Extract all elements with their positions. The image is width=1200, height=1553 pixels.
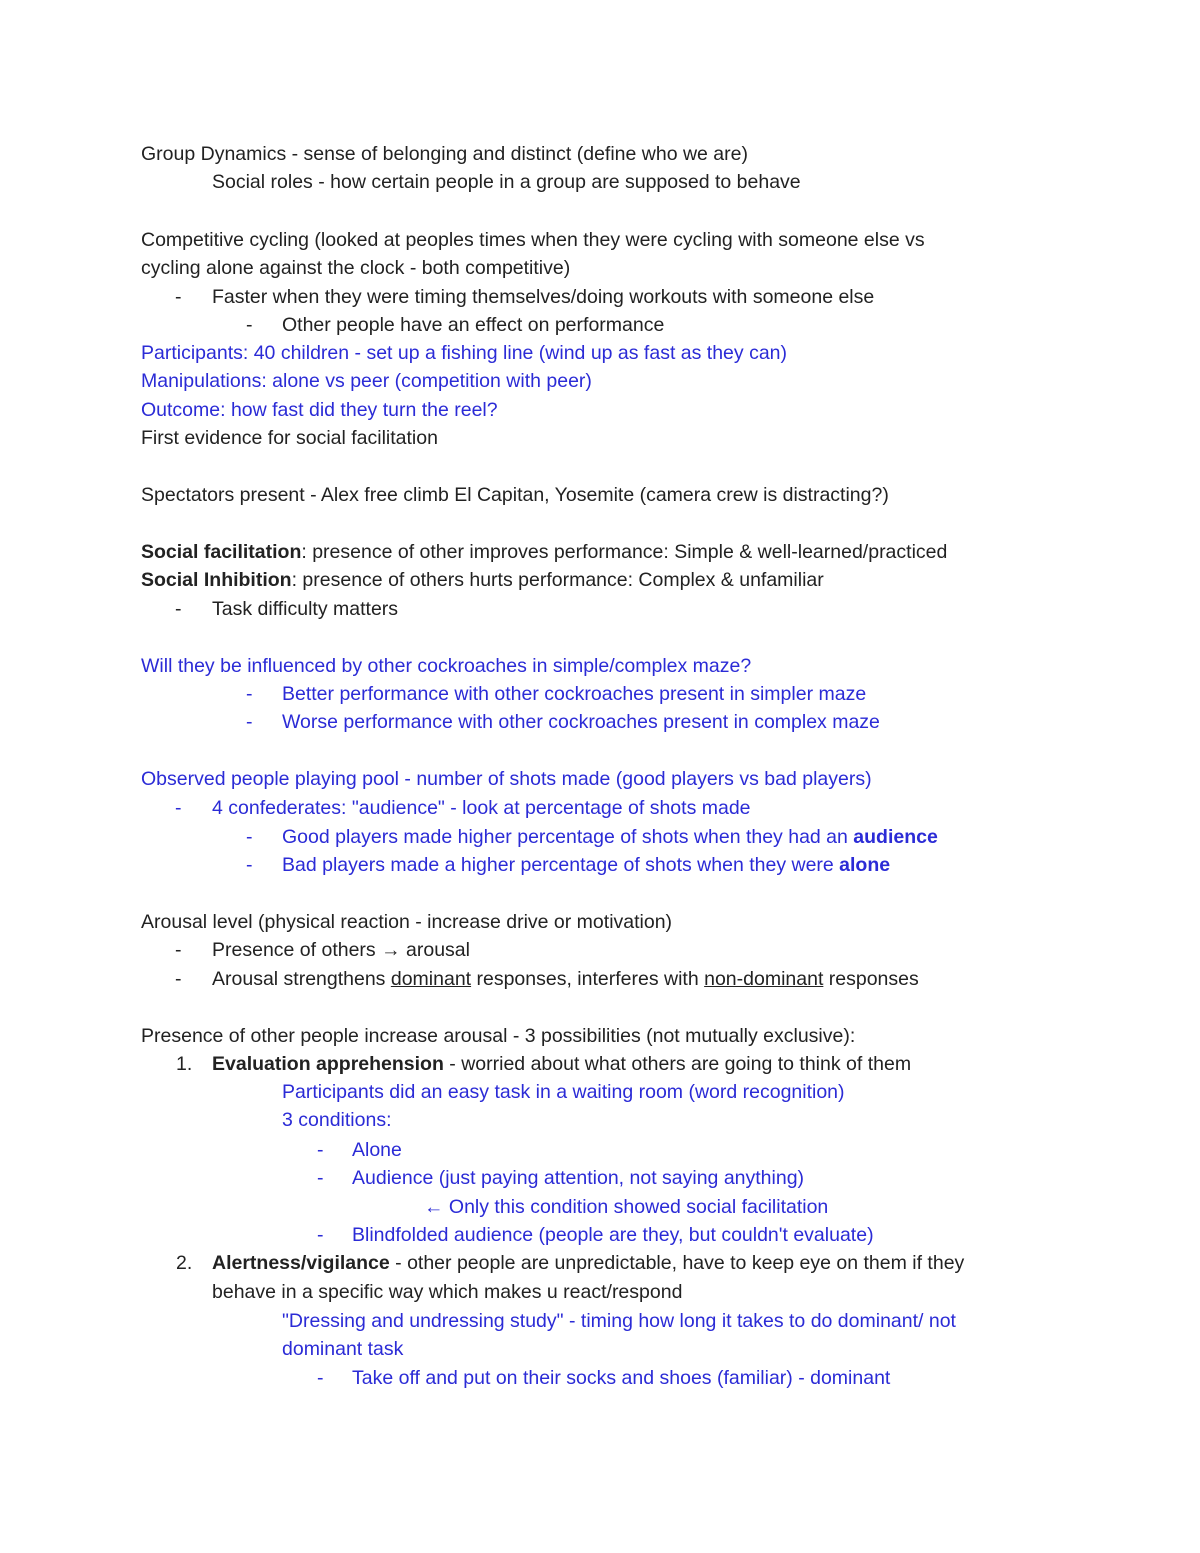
- social-facilitation-note: ← Only this condition showed social facilitation: [424, 1196, 829, 1218]
- cockroach-worse-bullet: Worse performance with other cockroaches present in complex maze: [282, 711, 880, 733]
- dressing-study-line: "Dressing and undressing study" - timing how long it takes to do dominant/ not: [282, 1310, 956, 1332]
- bullet-dash: -: [175, 939, 182, 961]
- presence-arousal-bullet: Presence of others → arousal: [212, 939, 470, 961]
- arousal-line: Arousal level (physical reaction - increase drive or motivation): [141, 911, 673, 933]
- cycling-subbullet: Other people have an effect on performance: [282, 314, 665, 336]
- bullet-dash: -: [317, 1167, 324, 1189]
- bullet-dash: -: [246, 711, 253, 733]
- heading-group-dynamics: Group Dynamics - sense of belonging and distinct (define who we are): [141, 143, 748, 165]
- underlined-non-dominant: non-dominant: [704, 968, 824, 990]
- cycling-bullet: Faster when they were timing themselves/doing workouts with someone else: [212, 286, 875, 308]
- participants-line: Participants: 40 children - set up a fishing line (wind up as fast as they can): [141, 342, 788, 364]
- task-difficulty-bullet: Task difficulty matters: [212, 598, 399, 620]
- good-players-bullet: [282, 825, 938, 849]
- bullet-dash: -: [317, 1139, 324, 1161]
- text-segment: - other people are unpredictable, have to keep eye on them if they: [389, 1252, 965, 1274]
- term-evaluation-apprehension: Evaluation apprehension: [212, 1053, 444, 1075]
- alertness-vigilance-item: [212, 1251, 964, 1275]
- manipulations-line: Manipulations: alone vs peer (competition with peer): [141, 370, 592, 392]
- bullet-dash: -: [317, 1367, 324, 1389]
- term-social-facilitation: Social facilitation: [141, 541, 302, 563]
- arousal-strengthens-bullet: [212, 967, 919, 991]
- list-number: 1.: [176, 1053, 193, 1075]
- text-segment: Arousal strengthens: [212, 968, 391, 990]
- bullet-dash: -: [246, 854, 253, 876]
- outcome-line: Outcome: how fast did they turn the reel?: [141, 399, 498, 421]
- confederates-bullet: 4 confederates: "audience" - look at percentage of shots made: [212, 797, 751, 819]
- list-number: 2.: [176, 1252, 193, 1274]
- conditions-line: 3 conditions:: [282, 1109, 392, 1131]
- pool-line: Observed people playing pool - number of shots made (good players vs bad players): [141, 768, 872, 790]
- bullet-dash: -: [317, 1224, 324, 1246]
- spectators-line: Spectators present - Alex free climb El Capitan, Yosemite (camera crew is distracting?): [141, 484, 889, 506]
- bad-players-bullet: [282, 853, 890, 877]
- text-segment: responses, interferes with: [471, 968, 705, 990]
- underlined-dominant: dominant: [390, 968, 472, 990]
- cockroach-question: Will they be influenced by other cockroaches in simple/complex maze?: [141, 655, 752, 677]
- cockroach-better-bullet: Better performance with other cockroaches present in simpler maze: [282, 683, 867, 705]
- possibilities-line: Presence of other people increase arousal - 3 possibilities (not mutually exclusive):: [141, 1025, 856, 1047]
- text-segment: responses: [823, 968, 919, 990]
- bullet-dash: -: [246, 683, 253, 705]
- condition-blindfolded: Blindfolded audience (people are they, but couldn't evaluate): [352, 1224, 874, 1246]
- first-evidence-line: First evidence for social facilitation: [141, 427, 438, 449]
- bullet-dash: -: [246, 314, 253, 336]
- bullet-dash: -: [175, 797, 182, 819]
- definition-text: : presence of other improves performance: Simple & well-learned/practiced: [301, 541, 948, 563]
- bullet-dash: -: [175, 598, 182, 620]
- evaluation-apprehension-item: [212, 1052, 911, 1076]
- bullet-dash: -: [246, 826, 253, 848]
- bad-players-text: Bad players made a higher percentage of shots when they were: [282, 854, 840, 876]
- good-players-text: Good players made higher percentage of shots when they had an: [282, 826, 854, 848]
- definition-text: : presence of others hurts performance: Complex & unfamiliar: [291, 569, 824, 591]
- term-alertness-vigilance: Alertness/vigilance: [212, 1252, 390, 1274]
- condition-audience: Audience (just paying attention, not saying anything): [352, 1167, 805, 1189]
- social-facilitation-line: [141, 540, 947, 564]
- emphasis-alone: alone: [839, 854, 891, 876]
- waiting-room-line: Participants did an easy task in a waiting room (word recognition): [282, 1081, 845, 1103]
- dressing-study-cont: dominant task: [282, 1338, 404, 1360]
- social-roles-line: Social roles - how certain people in a group are supposed to behave: [212, 171, 801, 193]
- bullet-dash: -: [175, 286, 182, 308]
- alertness-cont: behave in a specific way which makes u react/respond: [212, 1281, 683, 1303]
- cycling-line-cont: cycling alone against the clock - both competitive): [141, 257, 571, 279]
- term-social-inhibition: Social Inhibition: [141, 569, 292, 591]
- condition-alone: Alone: [352, 1139, 402, 1161]
- socks-shoes-bullet: Take off and put on their socks and shoes (familiar) - dominant: [352, 1367, 891, 1389]
- bullet-dash: -: [175, 968, 182, 990]
- emphasis-audience: audience: [853, 826, 938, 848]
- cycling-line: Competitive cycling (looked at peoples times when they were cycling with someone else vs: [141, 229, 925, 251]
- text-segment: - worried about what others are going to think of them: [443, 1053, 912, 1075]
- social-inhibition-line: [141, 568, 824, 592]
